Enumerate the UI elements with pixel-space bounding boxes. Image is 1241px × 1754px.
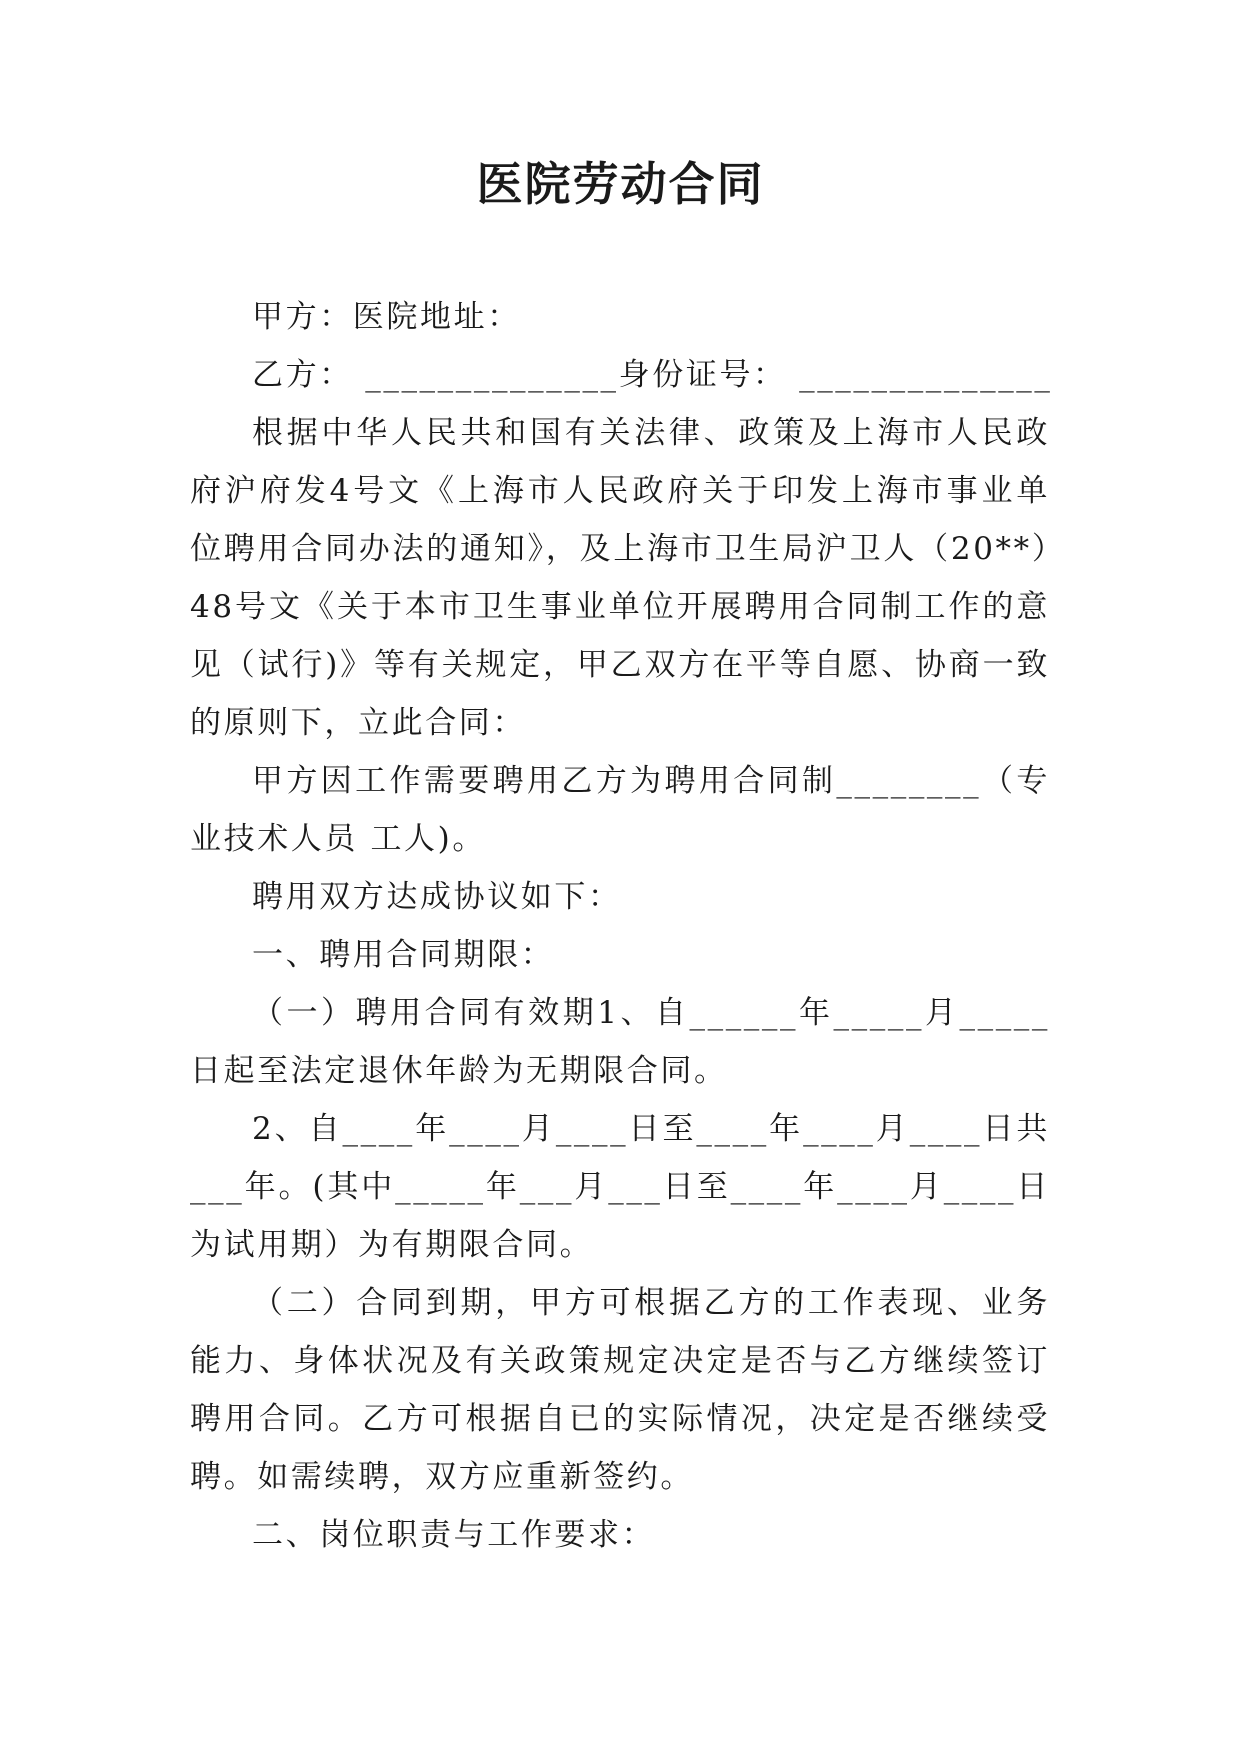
preamble-paragraph: 根据中华人民共和国有关法律、政策及上海市人民政府沪府发4号文《上海市人民政府关于印发上海市事业单位聘用合同办法的通知》，及上海市卫生局沪卫人（20**）48号文《关于本市卫生事业单位开展聘用合同制工作的意见（试行)》等有关规定，甲乙双方在平等自愿、协商一致的原则下，立此合同： bbox=[190, 415, 1050, 741]
section-heading-duties: 二、岗位职责与工作要求： bbox=[252, 1517, 656, 1553]
section-heading-term: 一、聘用合同期限： bbox=[252, 937, 555, 973]
employment-position-paragraph: 甲方因工作需要聘用乙方为聘用合同制________（专业技术人员 工人)。 bbox=[190, 763, 1050, 857]
term-clause-2: 2、自____年____月____日至____年____月____日共___年。(其中_____年___月___日至____年____月____日为试用期）为有期限合同。 bbox=[190, 1111, 1050, 1263]
document-body bbox=[190, 288, 1053, 1564]
party-b-line: 乙方： ______________身份证号： ______________ bbox=[252, 357, 1053, 393]
term-clause-1: （一）聘用合同有效期1、自______年_____月_____日起至法定退休年龄为无期限合同。 bbox=[190, 995, 1050, 1089]
document-title: 医院劳动合同 bbox=[476, 157, 765, 211]
party-a-line: 甲方：医院地址： bbox=[252, 299, 521, 335]
agreement-intro: 聘用双方达成协议如下： bbox=[252, 879, 622, 915]
renewal-clause: （二）合同到期，甲方可根据乙方的工作表现、业务能力、身体状况及有关政策规定决定是否与乙方继续签订聘用合同。乙方可根据自已的实际情况，决定是否继续受聘。如需续聘，双方应重新签约。 bbox=[190, 1285, 1050, 1495]
